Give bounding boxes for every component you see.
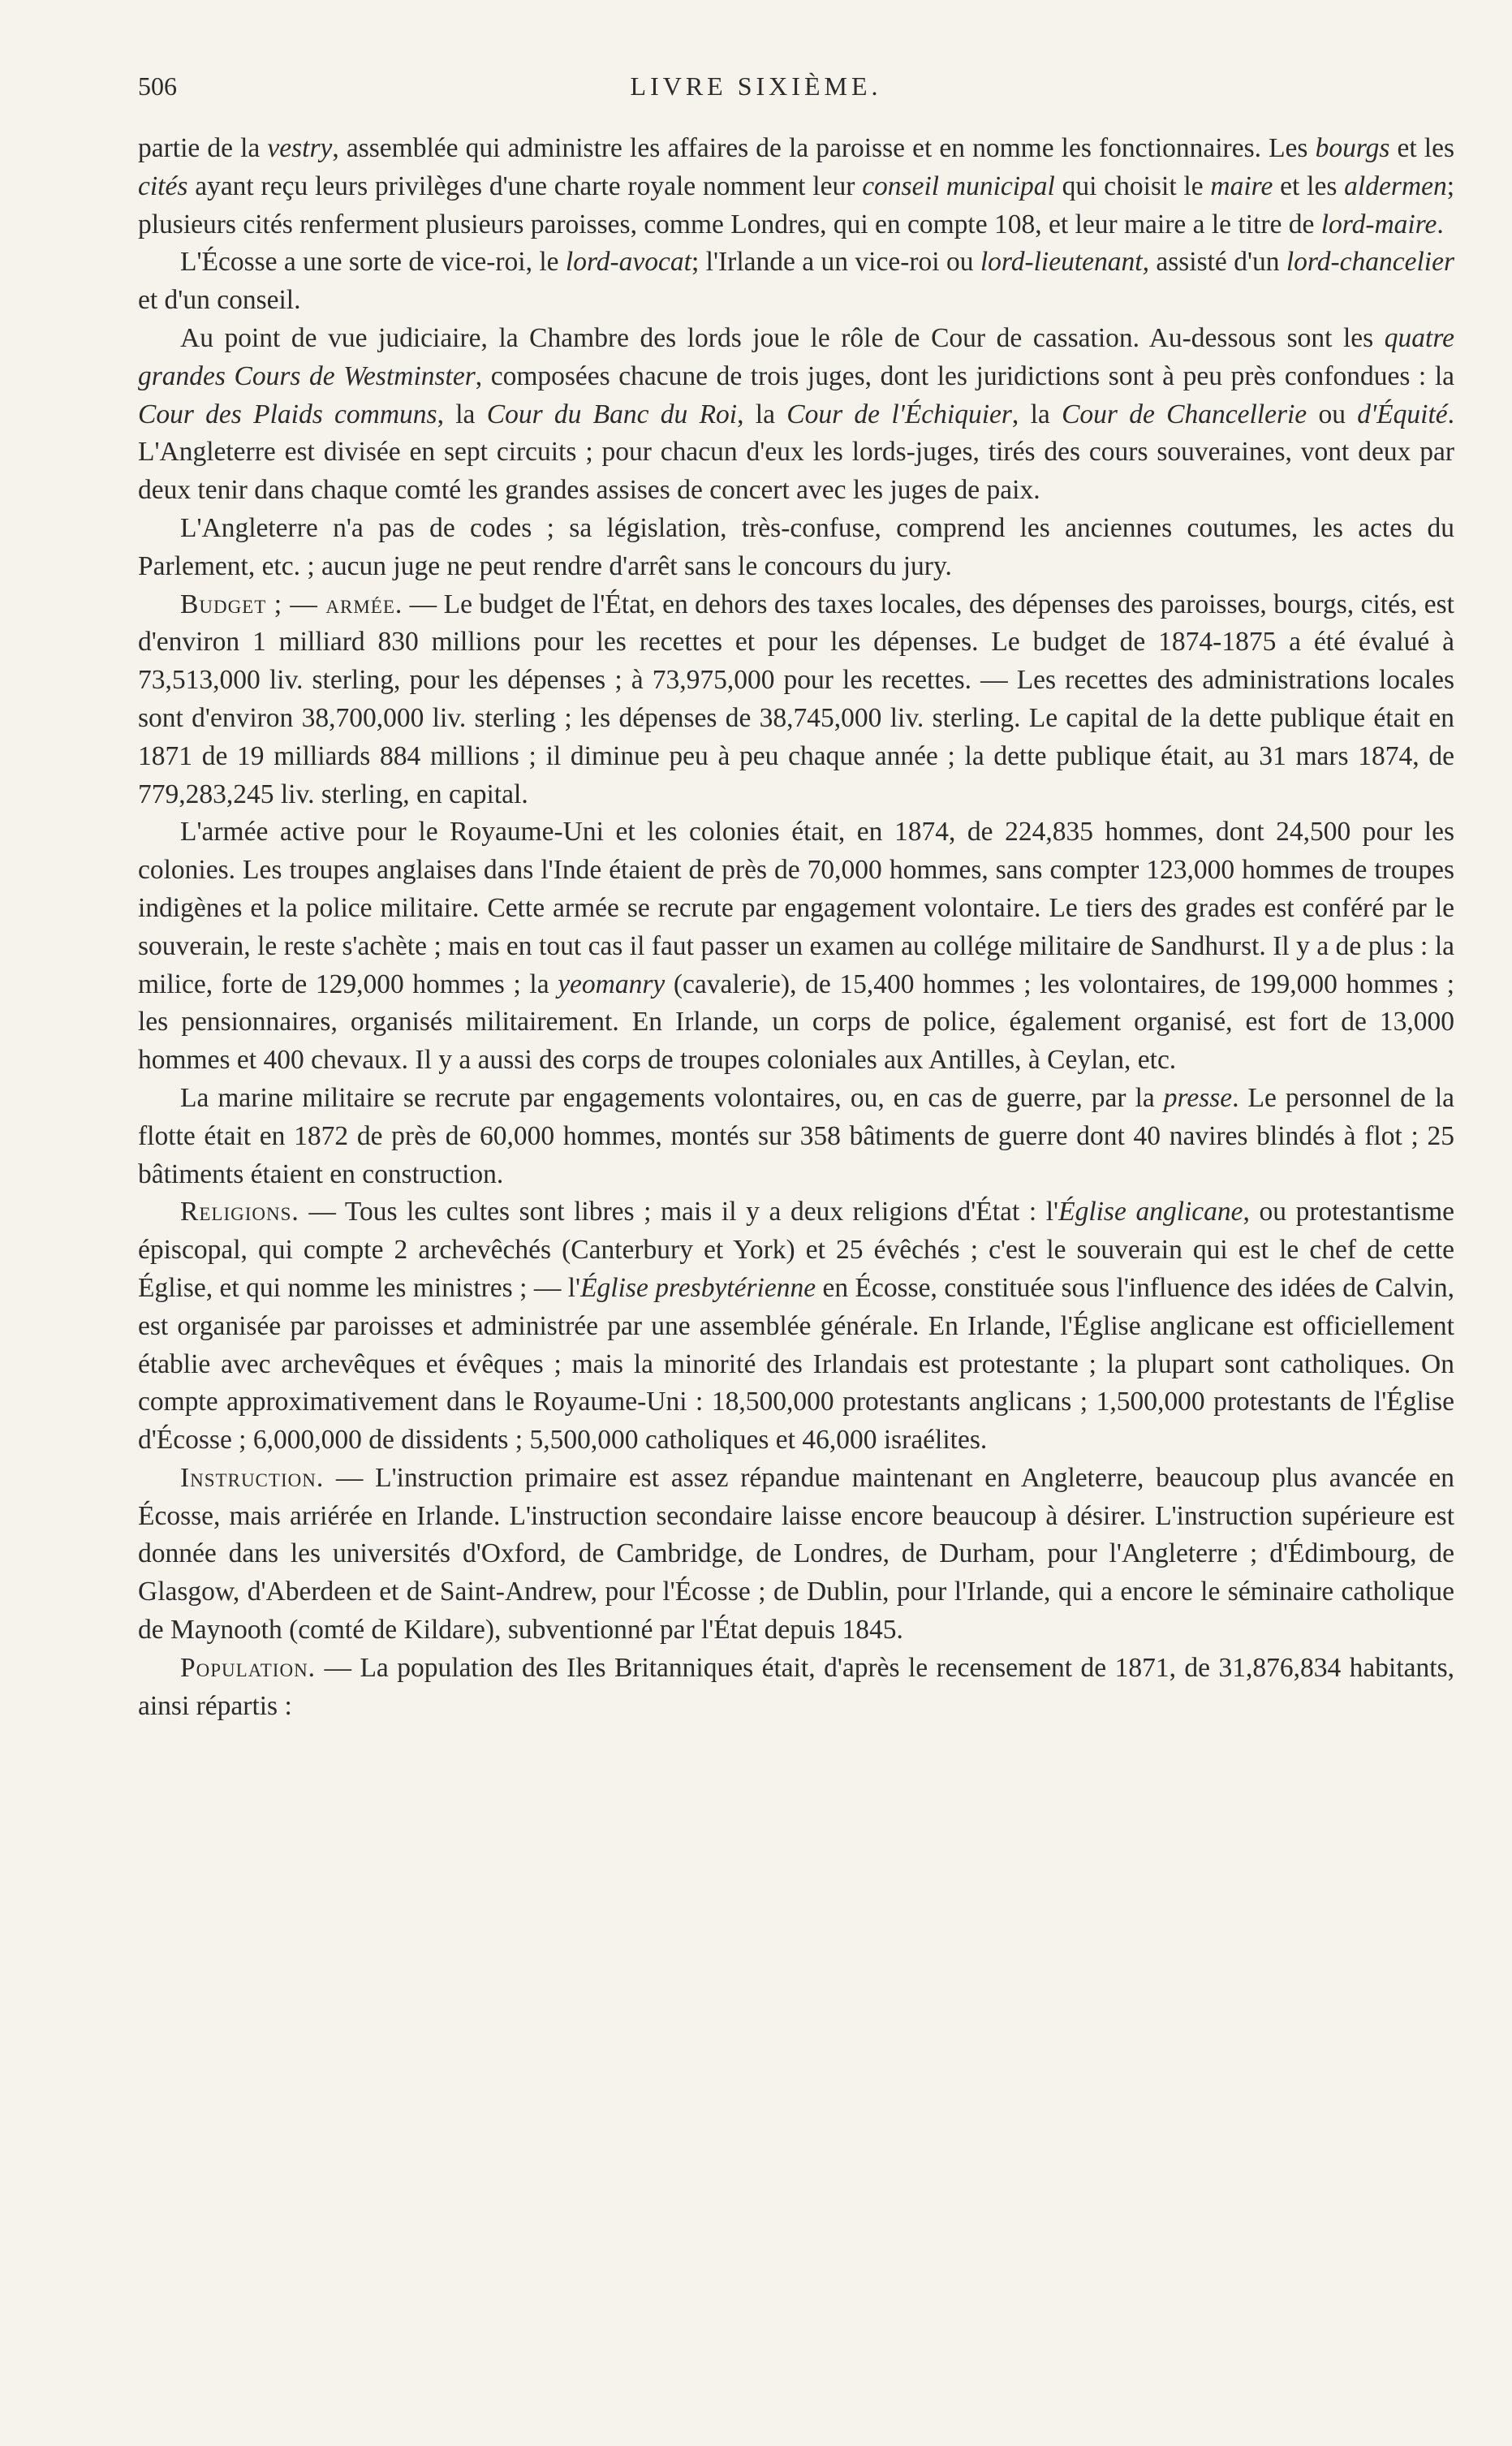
- body-text: [138, 130, 1454, 1725]
- running-title: LIVRE SIXIÈME.: [630, 71, 882, 101]
- text-run: , ou protestantisme épiscopal, qui compte 2 archevêchés (Canterbury et York) et 25 évêchés ; c'est le souverain qui est le chef de cette Église, et qui nomme les ministres ; — l': [138, 1197, 1454, 1303]
- page-number: 506: [138, 71, 177, 101]
- italic-term: conseil municipal: [862, 170, 1055, 201]
- text-run: , assemblée qui administre les affaires de la paroisse et en nomme les fonctionnaires. Les: [332, 133, 1316, 163]
- section-heading: Population.: [180, 1652, 317, 1683]
- italic-term: vestry: [267, 133, 333, 163]
- section-heading: Budget ; — armée.: [180, 589, 403, 619]
- text-run: , la: [437, 399, 487, 429]
- italic-term: presse: [1163, 1082, 1233, 1113]
- text-run: , la: [737, 399, 787, 429]
- italic-term: quatre grandes Cours de Westminster: [138, 322, 1454, 391]
- text-run: . L'Angleterre est divisée en sept circuits ; pour chacun d'eux les lords-juges, tirés des cours souveraines, vont deux par deux tenir dans chaque comté les grandes assises de concert avec les juges de paix.: [138, 399, 1455, 506]
- paragraph: [138, 1650, 1454, 1726]
- text-run: La marine militaire se recrute par engagements volontaires, ou, en cas de guerre, par la: [180, 1082, 1164, 1113]
- paragraph: [138, 320, 1454, 510]
- paragraph: [138, 586, 1454, 814]
- text-run: , composées chacune de trois juges, dont les juridictions sont à peu près confondues : la: [475, 360, 1454, 391]
- italic-term: aldermen: [1344, 170, 1447, 201]
- text-run: .: [1437, 209, 1444, 239]
- text-run: L'armée active pour le Royaume-Uni et les colonies était, en 1874, de 224,835 hommes, dont 24,500 pour les colonies. Les troupes anglaises dans l'Inde étaient de près de 70,000 hommes, sans compter 123,000 hommes de troupes indigènes et la police militaire. Cette armée se recrute par engagement volontaire. Le tiers des grades est conféré par le souverain, le reste s'achète ; mais en tout cas il faut passer un examen au collége militaire de Sandhurst. Il y a de plus : la milice, forte de 129,000 hommes ; la: [138, 817, 1454, 999]
- text-run: et les: [1273, 170, 1345, 201]
- text-run: L'Angleterre n'a pas de codes ; sa législation, très-confuse, comprend les anciennes coutumes, les actes du Parlement, etc. ; aucun juge ne peut rendre d'arrêt sans le concours du jury.: [138, 512, 1454, 581]
- paragraph: [138, 813, 1454, 1080]
- italic-term: Cour de l'Échiquier: [786, 399, 1012, 429]
- italic-term: cités: [138, 170, 188, 201]
- italic-term: Cour des Plaids communs: [138, 399, 437, 429]
- italic-term: lord-lieutenant,: [980, 247, 1149, 278]
- text-run: — Tous les cultes sont libres ; mais il y a deux religions d'État : l': [299, 1197, 1059, 1227]
- section-heading: Instruction.: [180, 1462, 325, 1493]
- text-run: assisté d'un: [1148, 247, 1286, 278]
- page-header: [138, 71, 1374, 112]
- section-heading: Religions.: [180, 1197, 299, 1227]
- text-run: L'Écosse a une sorte de vice-roi, le: [180, 247, 566, 278]
- paragraph: [138, 1460, 1454, 1650]
- italic-term: bourgs: [1315, 133, 1390, 163]
- italic-term: lord-avocat: [565, 247, 691, 278]
- paragraph: [138, 1193, 1454, 1460]
- paragraph: [138, 510, 1454, 586]
- text-run: en Écosse, constituée sous l'influence des idées de Calvin, est organisée par paroisses et administrée par une assemblée générale. En Irlande, l'Église anglicane est officiellement établie avec archevêques et évêques ; mais la minorité des Irlandais est protestante ; la plupart sont catholiques. On compte approximativement dans le Royaume-Uni : 18,500,000 protestants anglicans ; 1,500,000 protestants de l'Église d'Écosse ; 6,000,000 de dissidents ; 5,500,000 catholiques et 46,000 israélites.: [138, 1272, 1454, 1456]
- text-run: partie de la: [138, 133, 268, 163]
- italic-term: d'Équité: [1357, 399, 1448, 429]
- italic-term: maire: [1210, 170, 1273, 201]
- text-run: ; l'Irlande a un vice-roi ou: [691, 247, 980, 278]
- italic-term: Cour du Banc du Roi: [486, 399, 738, 429]
- text-run: et d'un conseil.: [138, 285, 301, 316]
- italic-term: Église anglicane: [1058, 1197, 1243, 1227]
- italic-term: Église presbytérienne: [580, 1272, 816, 1303]
- italic-term: lord-maire: [1320, 209, 1437, 239]
- text-run: et les: [1389, 133, 1455, 163]
- paragraph: [138, 244, 1454, 320]
- italic-term: yeomanry: [558, 968, 666, 999]
- text-run: Au point de vue judiciaire, la Chambre des lords joue le rôle de Cour de cassation. Au-dessous sont les: [180, 322, 1385, 353]
- text-run: — Le budget de l'État, en dehors des taxes locales, des dépenses des paroisses, bourgs, cités, est d'environ 1 milliard 830 millions pour les recettes et pour les dépenses. Le budget de 1874-1875 a été évalué à 73,513,000 liv. sterling, pour les dépenses ; à 73,975,000 pour les recettes. — Les recettes des administrations locales sont d'environ 38,700,000 liv. sterling ; les dépenses de 38,745,000 liv. sterling. Le capital de la dette publique était en 1871 de 19 milliards 884 millions ; il diminue peu à peu chaque année ; la dette publique était, au 31 mars 1874, de 779,283,245 liv. sterling, en capital.: [138, 589, 1454, 809]
- text-run: , la: [1011, 399, 1062, 429]
- text-run: (cavalerie), de 15,400 hommes ; les volontaires, de 199,000 hommes ; les pensionnaires, organisés militairement. En Irlande, un corps de police, également organisé, est fort de 13,000 hommes et 400 chevaux. Il y a aussi des corps de troupes coloniales aux Antilles, à Ceylan, etc.: [138, 968, 1455, 1076]
- text-run: ou: [1307, 399, 1358, 429]
- text-run: ; plusieurs cités renferment plusieurs paroisses, comme Londres, qui en compte 108, et leur maire a le titre de: [138, 170, 1455, 239]
- paragraph: [138, 130, 1454, 244]
- text-run: ayant reçu leurs privilèges d'une charte royale nomment leur: [187, 170, 863, 201]
- text-run: — L'instruction primaire est assez répandue maintenant en Angleterre, beaucoup plus avancée en Écosse, mais arriérée en Irlande. L'instruction secondaire laisse encore beaucoup à désirer. L'instruction supérieure est donnée dans les universités d'Oxford, de Cambridge, de Londres, de Durham, pour l'Angleterre ; d'Édimbourg, de Glasgow, d'Aberdeen et de Saint-Andrew, pour l'Écosse ; de Dublin, pour l'Irlande, qui a encore le séminaire catholique de Maynooth (comté de Kildare), subventionné par l'État depuis 1845.: [138, 1462, 1454, 1646]
- italic-term: lord-chancelier: [1286, 247, 1454, 278]
- paragraph: [138, 1080, 1454, 1193]
- text-run: . Le personnel de la flotte était en 1872 de près de 60,000 hommes, montés sur 358 bâtiments de guerre dont 40 navires blindés à flot ; 25 bâtiments étaient en construction.: [138, 1082, 1454, 1189]
- text-run: — La population des Iles Britanniques était, d'après le recensement de 1871, de 31,876,834 habitants, ainsi répartis :: [138, 1652, 1454, 1721]
- italic-term: Cour de Chancellerie: [1062, 399, 1307, 429]
- text-run: qui choisit le: [1054, 170, 1211, 201]
